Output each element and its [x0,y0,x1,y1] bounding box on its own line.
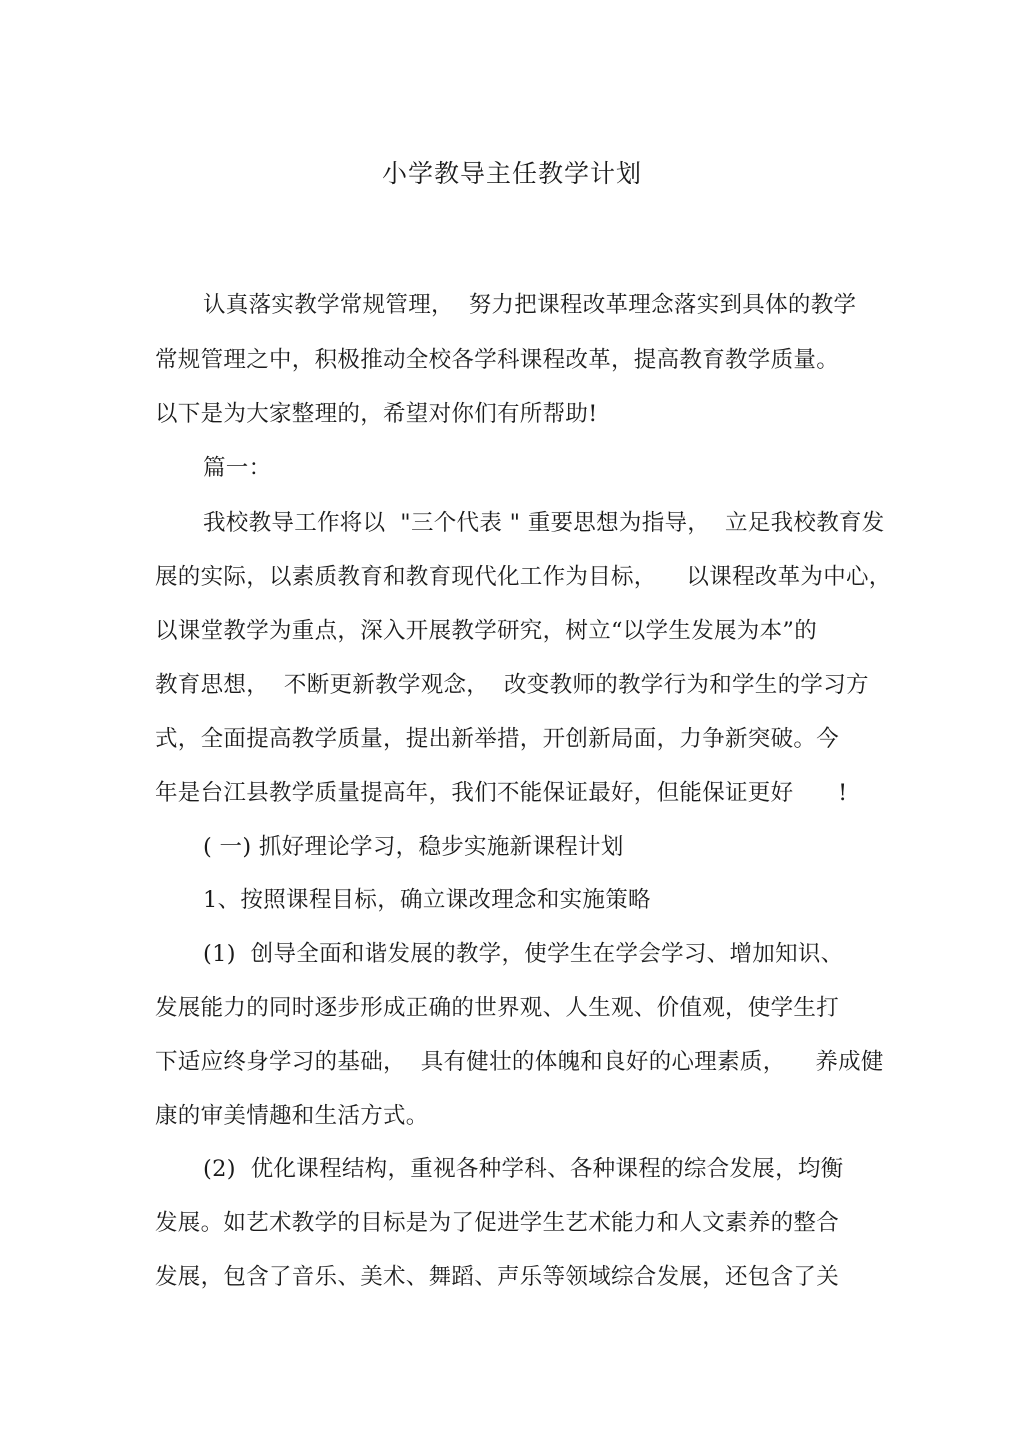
document-title: 小学教导主任教学计划 [381,159,642,188]
body-line-7: 以课堂教学为重点，深入开展教学研究，树立“以学生发展为本”的 [155,618,818,644]
body-line-15: 下适应终身学习的基础， 具有健壮的体魄和良好的心理素质， 养成健 [155,1049,884,1075]
body-line-6: 展的实际，以素质教育和教育现代化工作为目标， 以课程改革为中心， [155,564,892,590]
body-line-8: 教育思想， 不断更新教学观念， 改变教师的教学行为和学生的学习方 [155,672,869,698]
subheading-1: ( 一) 抓好理论学习，稳步实施新课程计划 [203,834,624,860]
body-line-18: 发展。如艺术教学的目标是为了促进学生艺术能力和人文素养的整合 [155,1210,840,1236]
subheading-2: 1、按照课程目标，确立课改理念和实施策略 [203,887,651,913]
body-line-2: 常规管理之中，积极推动全校各学科课程改革，提高教育教学质量。 [155,347,840,373]
section-heading: 篇一： [203,455,272,481]
body-line-14: 发展能力的同时逐步形成正确的世界观、人生观、价值观，使学生打 [155,995,840,1021]
body-line-16: 康的审美情趣和生活方式。 [155,1103,429,1129]
body-line-19: 发展，包含了音乐、美术、舞蹈、声乐等领域综合发展，还包含了关 [155,1264,840,1290]
body-line-3: 以下是为大家整理的，希望对你们有所帮助! [155,401,598,427]
body-line-17: (2) 优化课程结构，重视各种学科、各种课程的综合发展，均衡 [203,1156,844,1182]
body-line-13: (1) 创导全面和谐发展的教学，使学生在学会学习、增加知识、 [203,941,844,967]
body-line-5: 我校教导工作将以 "三个代表 " 重要思想为指导， 立足我校教育发 [203,510,885,536]
body-line-10: 年是台江县教学质量提高年，我们不能保证最好，但能保证更好 ! [155,780,848,806]
body-line-9: 式，全面提高教学质量，提出新举措，开创新局面，力争新突破。今 [155,726,840,752]
body-line-1: 认真落实教学常规管理， 努力把课程改革理念落实到具体的教学 [203,292,857,318]
